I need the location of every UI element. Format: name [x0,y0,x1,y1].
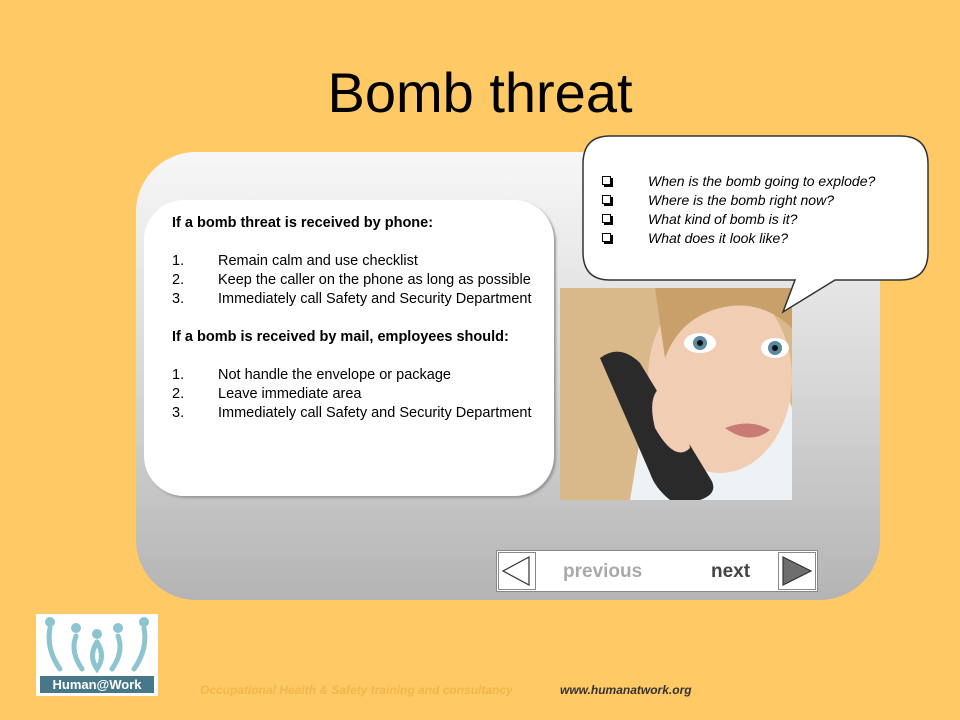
footer-website-link[interactable]: www.humanatwork.org [560,683,692,697]
list-item [172,290,552,309]
mail-list [172,366,552,423]
slide-title: Bomb threat [327,61,633,124]
mail-heading: If a bomb is received by mail, employees should: [172,329,509,345]
previous-link[interactable]: previous [563,561,643,582]
next-link[interactable]: next [711,561,751,582]
item-text: Immediately call Safety and Security Department [218,291,532,307]
question-item [602,210,922,229]
item-number: 1. [172,367,185,383]
checkbox-bullet-icon [602,233,611,242]
woman-on-phone-photo [560,288,792,500]
item-text: Keep the caller on the phone as long as possible [218,272,531,288]
triangle-left-icon [499,553,535,589]
people-figures-icon [36,614,158,676]
question-item [602,191,922,210]
question-item [602,229,922,248]
logo-wordmark: Human@Work [40,676,154,693]
photo-illustration [560,288,792,500]
instructions-box [144,200,554,496]
footer-tagline: Occupational Health & Safety training and consultancy [200,683,513,697]
list-item [172,252,552,271]
question-text: Where is the bomb right now? [648,192,834,208]
item-number: 3. [172,291,185,307]
phone-list [172,252,552,309]
questions-list [602,172,922,248]
company-logo [36,614,158,696]
item-text: Remain calm and use checklist [218,253,418,269]
question-text: What kind of bomb is it? [648,211,798,227]
item-number: 2. [172,386,185,402]
question-item [602,172,922,191]
phone-heading: If a bomb threat is received by phone: [172,215,434,231]
item-number: 1. [172,253,185,269]
list-item [172,385,552,404]
list-item [172,404,552,423]
item-number: 2. [172,272,185,288]
list-item [172,271,552,290]
slide-navigation [496,550,818,592]
question-text: When is the bomb going to explode? [648,173,876,189]
question-text: What does it look like? [648,230,789,246]
checkbox-bullet-icon [602,195,611,204]
item-text: Immediately call Safety and Security Department [218,405,532,421]
item-text: Leave immediate area [218,386,362,402]
list-item [172,366,552,385]
next-button[interactable] [778,552,816,590]
item-text: Not handle the envelope or package [218,367,451,383]
triangle-right-icon [779,553,815,589]
item-number: 3. [172,405,185,421]
checkbox-bullet-icon [602,214,611,223]
checkbox-bullet-icon [602,176,611,185]
previous-button[interactable] [498,552,536,590]
